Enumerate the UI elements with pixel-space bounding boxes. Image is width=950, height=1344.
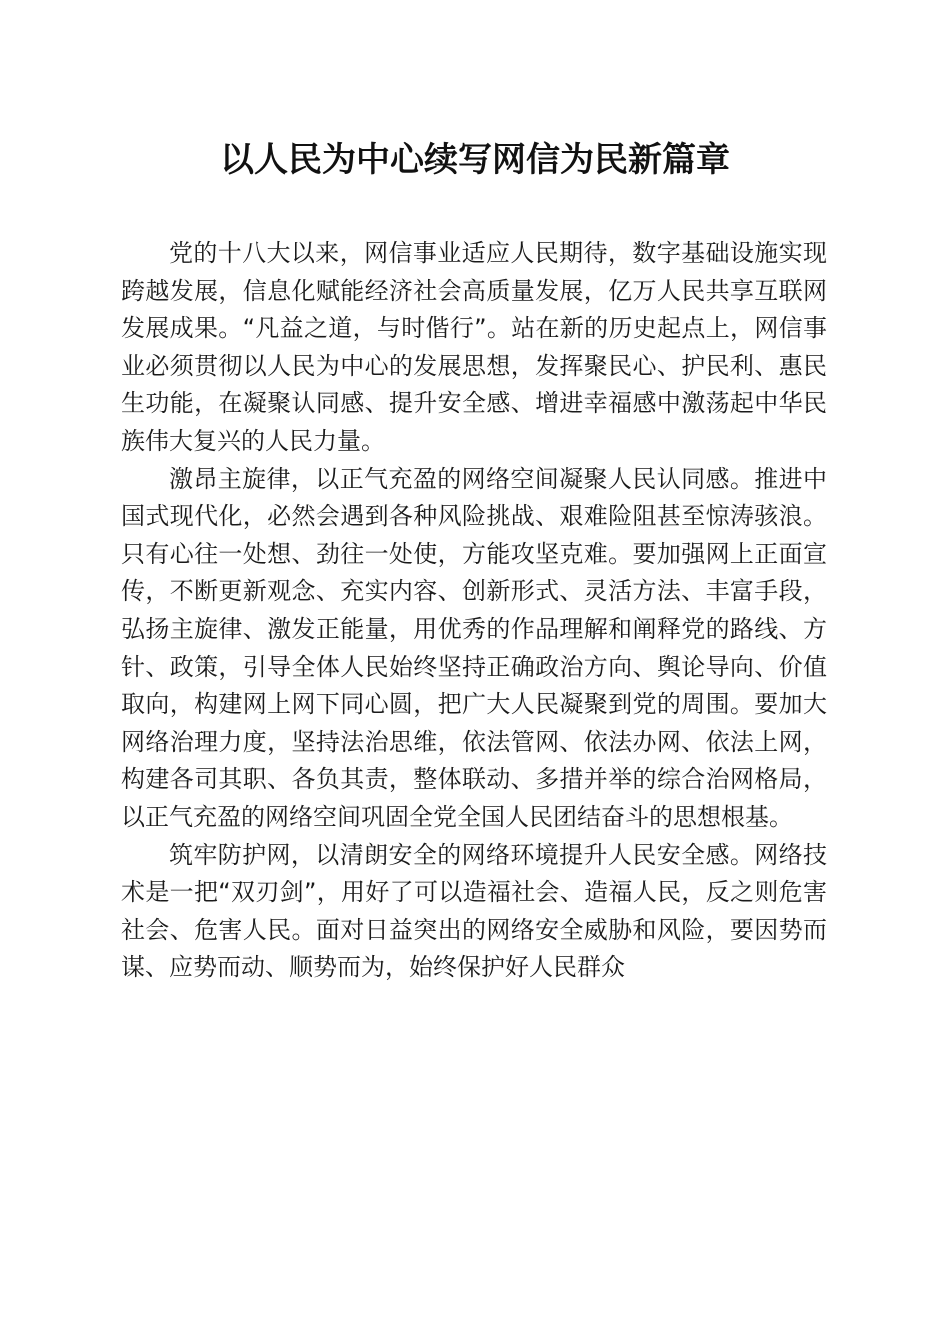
article-body xyxy=(121,235,827,987)
paragraph-2: 激昂主旋律，以正气充盈的网络空间凝聚人民认同感。推进中国式现代化，必然会遇到各种风险挑战、艰难险阻甚至惊涛骇浪。只有心往一处想、劲往一处使，方能攻坚克难。要加强网上正面宣传，不断更新观念、充实内容、创新形式、灵活方法、丰富手段，弘扬主旋律、激发正能量，用优秀的作品理解和阐释党的路线、方针、政策，引导全体人民始终坚持正确政治方向、舆论导向、价值取向，构建网上网下同心圆，把广大人民凝聚到党的周围。要加大网络治理力度，坚持法治思维，依法管网、依法办网、依法上网，构建各司其职、各负其责，整体联动、多措并举的综合治网格局，以正气充盈的网络空间巩固全党全国人民团结奋斗的思想根基。 xyxy=(121,464,827,831)
paragraph-3: 筑牢防护网，以清朗安全的网络环境提升人民安全感。网络技术是一把“双刃剑”，用好了可以造福社会、造福人民，反之则危害社会、危害人民。面对日益突出的网络安全威胁和风险，要因势而谋、应势而动、顺势而为，始终保护好人民群众 xyxy=(121,840,827,982)
page-title: 以人民为中心续写网信为民新篇章 xyxy=(220,140,730,180)
paragraph-1: 党的十八大以来，网信事业适应人民期待，数字基础设施实现跨越发展，信息化赋能经济社会高质量发展，亿万人民共享互联网发展成果。“凡益之道，与时偕行”。站在新的历史起点上，网信事业必须贯彻以人民为中心的发展思想，发挥聚民心、护民利、惠民生功能，在凝聚认同感、提升安全感、增进幸福感中激荡起中华民族伟大复兴的人民力量。 xyxy=(121,239,827,455)
